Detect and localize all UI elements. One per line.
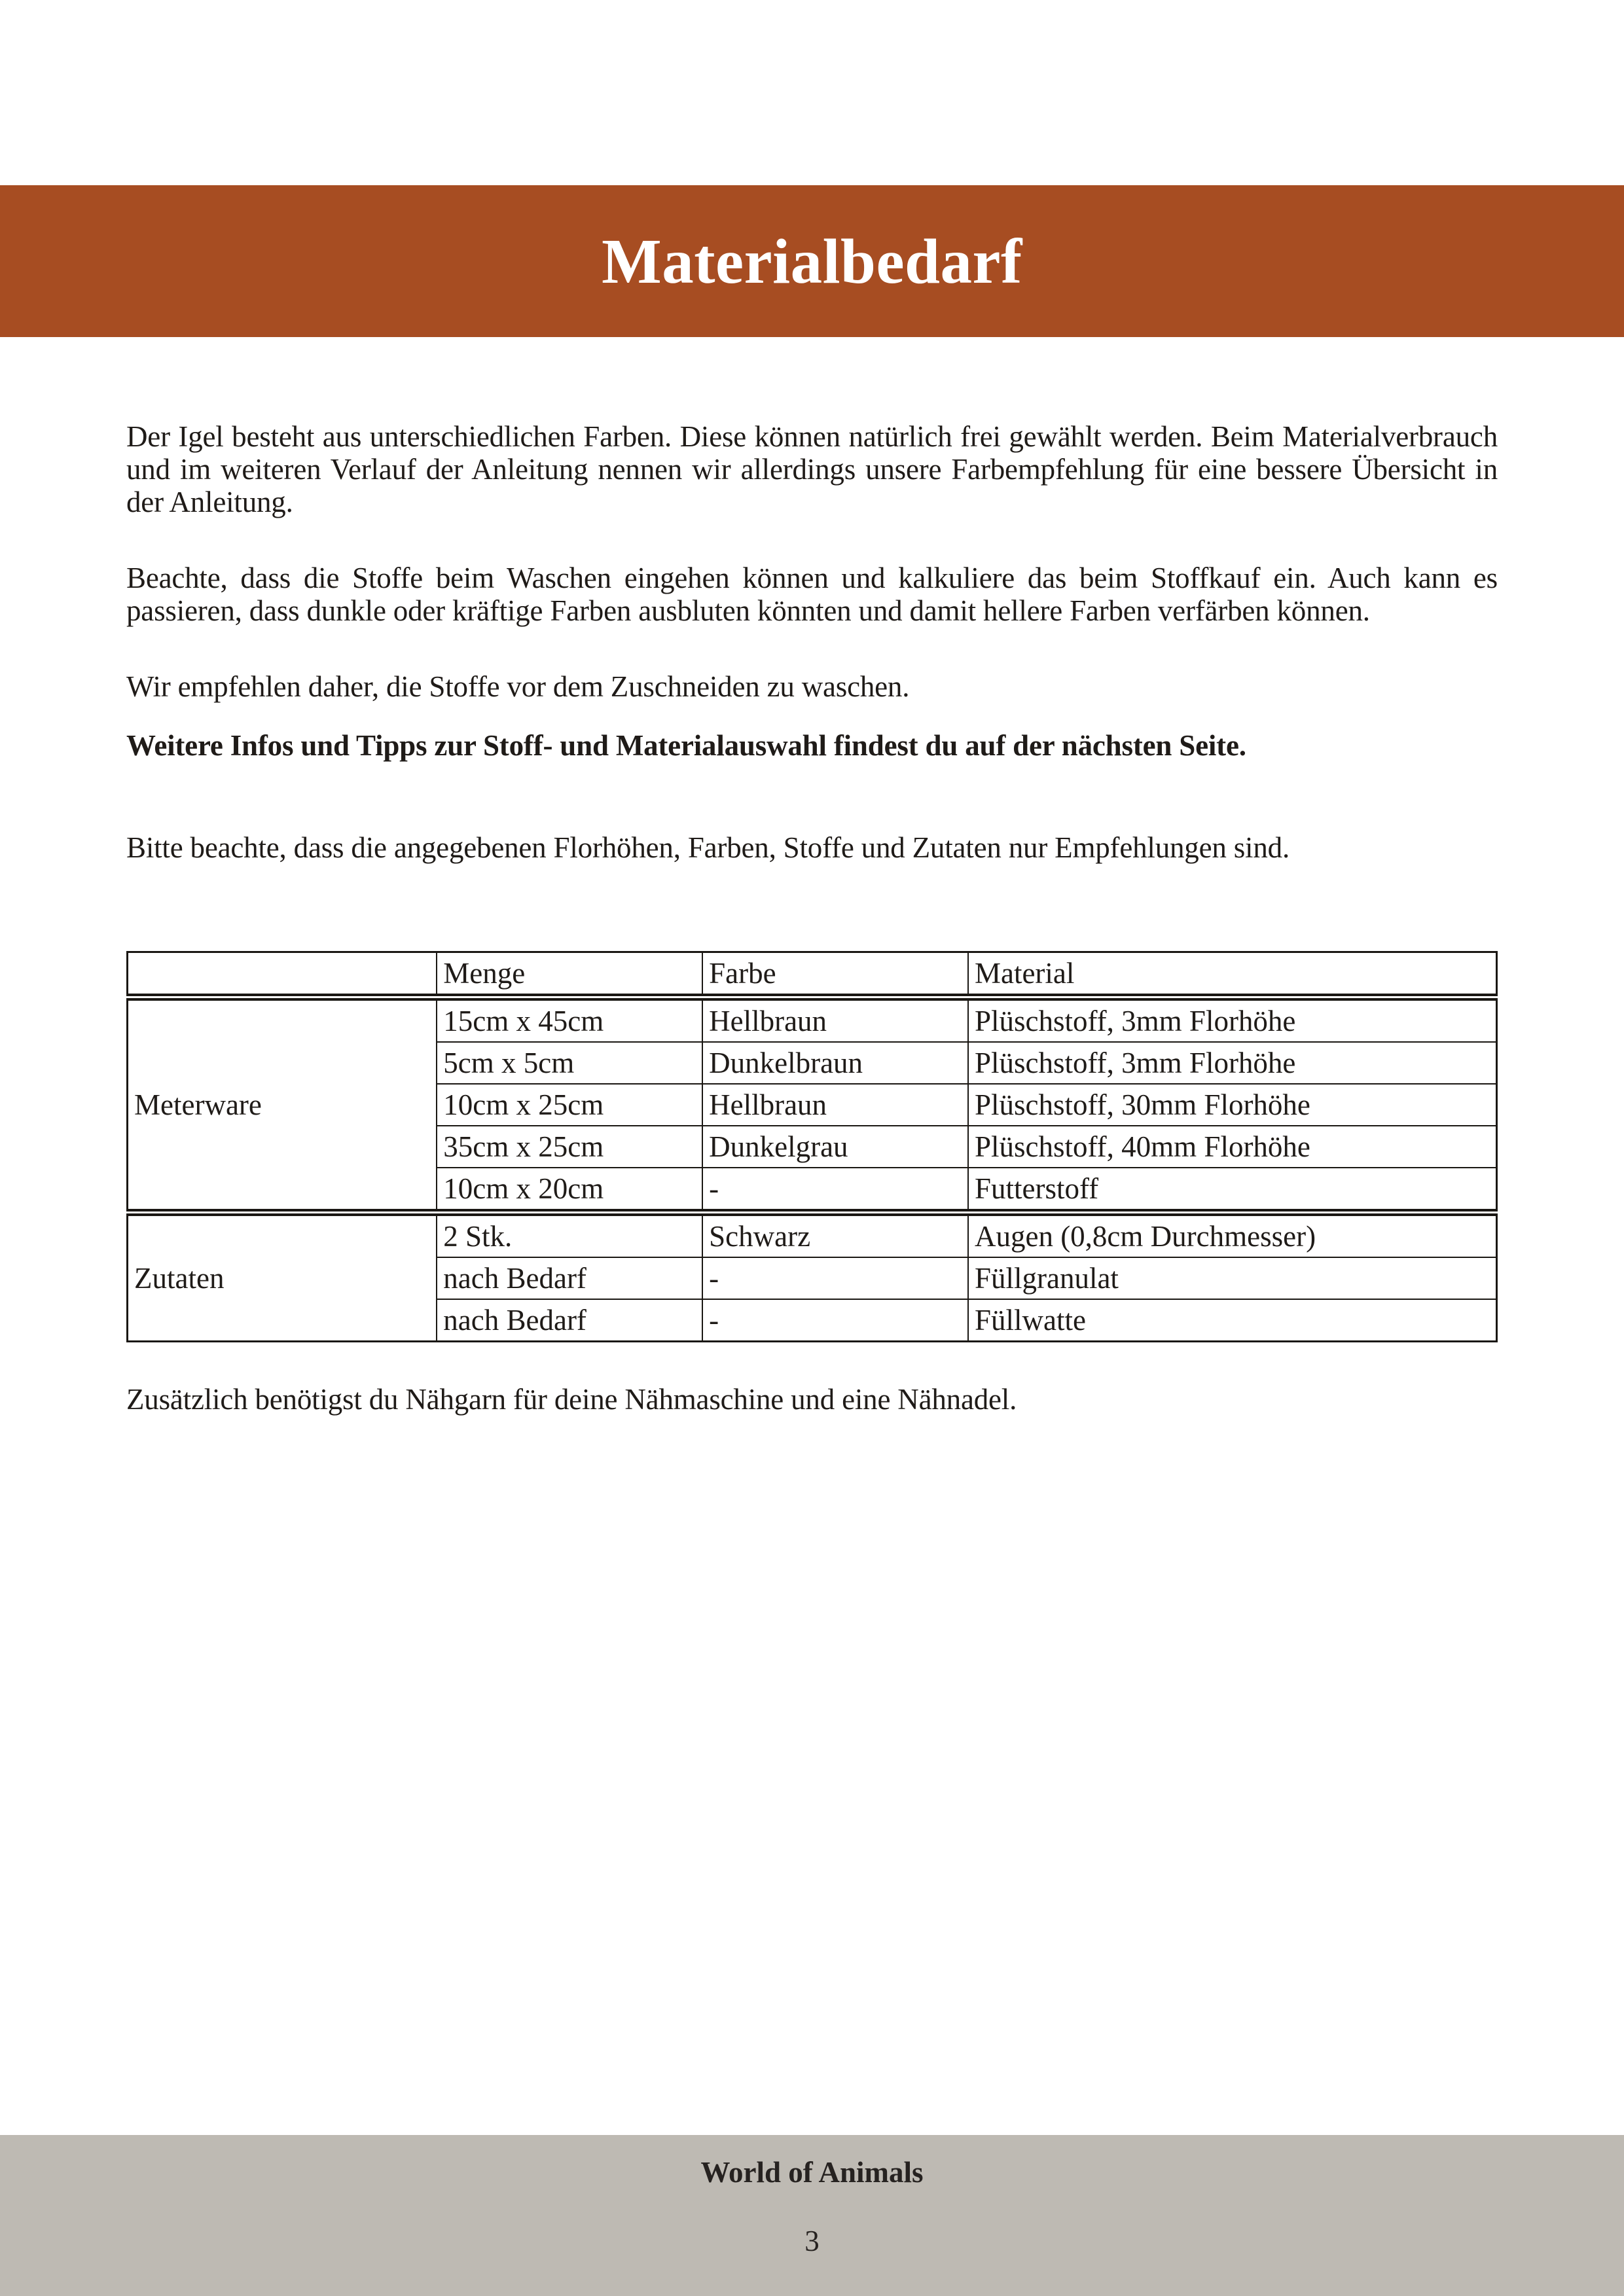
cell-farbe: Dunkelbraun <box>702 1042 968 1084</box>
materials-table <box>126 951 1498 1342</box>
cell-farbe: Hellbraun <box>702 997 968 1043</box>
column-header-group <box>128 952 437 997</box>
cell-farbe: Dunkelgrau <box>702 1126 968 1168</box>
cell-menge: 35cm x 25cm <box>437 1126 702 1168</box>
cell-menge: 10cm x 20cm <box>437 1168 702 1213</box>
page-number: 3 <box>804 2225 820 2257</box>
group-label-zutaten: Zutaten <box>128 1213 437 1342</box>
cell-menge: 2 Stk. <box>437 1213 702 1258</box>
cell-menge: 5cm x 5cm <box>437 1042 702 1084</box>
cell-material: Plüschstoff, 3mm Florhöhe <box>968 997 1497 1043</box>
cell-material: Füllwatte <box>968 1299 1497 1342</box>
cell-farbe: - <box>702 1168 968 1213</box>
cell-material: Plüschstoff, 3mm Florhöhe <box>968 1042 1497 1084</box>
wash-recommendation-paragraph: Wir empfehlen daher, die Stoffe vor dem Zuschneiden zu waschen. <box>126 670 910 703</box>
cell-material: Futterstoff <box>968 1168 1497 1213</box>
cell-farbe: Schwarz <box>702 1213 968 1258</box>
column-header-material: Material <box>968 952 1497 997</box>
wash-shrink-warning-paragraph: Beachte, dass die Stoffe beim Waschen eingehen können und kalkuliere das beim Stoffkauf ein. Auch kann es passieren, dass dunkle oder kräftige Farben ausbluten könnten und damit hellere Farben verfärben können. <box>126 562 1498 627</box>
cell-farbe: Hellbraun <box>702 1084 968 1126</box>
more-info-note-paragraph: Weitere Infos und Tipps zur Stoff- und Materialauswahl findest du auf der nächsten Seite. <box>126 729 1246 762</box>
cell-menge: nach Bedarf <box>437 1257 702 1299</box>
page-header-banner <box>0 185 1624 337</box>
cell-material: Augen (0,8cm Durchmesser) <box>968 1213 1497 1258</box>
table-header-row <box>128 952 1497 997</box>
table-row <box>128 1213 1497 1258</box>
recommendation-note-paragraph: Bitte beachte, dass die angegebenen Florhöhen, Farben, Stoffe und Zutaten nur Empfehlungen sind. <box>126 831 1290 864</box>
cell-material: Plüschstoff, 30mm Florhöhe <box>968 1084 1497 1126</box>
table-row <box>128 997 1497 1043</box>
cell-menge: 10cm x 25cm <box>437 1084 702 1126</box>
page-title: Materialbedarf <box>602 226 1022 296</box>
column-header-farbe: Farbe <box>702 952 968 997</box>
group-label-meterware: Meterware <box>128 997 437 1213</box>
column-header-menge: Menge <box>437 952 702 997</box>
cell-material: Füllgranulat <box>968 1257 1497 1299</box>
cell-farbe: - <box>702 1257 968 1299</box>
cell-menge: nach Bedarf <box>437 1299 702 1342</box>
closing-paragraph: Zusätzlich benötigst du Nähgarn für deine Nähmaschine und eine Nähnadel. <box>126 1383 1017 1416</box>
intro-paragraph: Der Igel besteht aus unterschiedlichen Farben. Diese können natürlich frei gewählt werden. Beim Materialverbrauch und im weiteren Verlauf der Anleitung nennen wir allerdings unsere Farbempfehlung für eine bessere Übersicht in der Anleitung. <box>126 420 1498 518</box>
page-footer <box>0 2135 1624 2296</box>
page-content <box>126 420 1498 1416</box>
cell-farbe: - <box>702 1299 968 1342</box>
cell-material: Plüschstoff, 40mm Florhöhe <box>968 1126 1497 1168</box>
footer-brand: World of Animals <box>700 2156 924 2189</box>
cell-menge: 15cm x 45cm <box>437 997 702 1043</box>
